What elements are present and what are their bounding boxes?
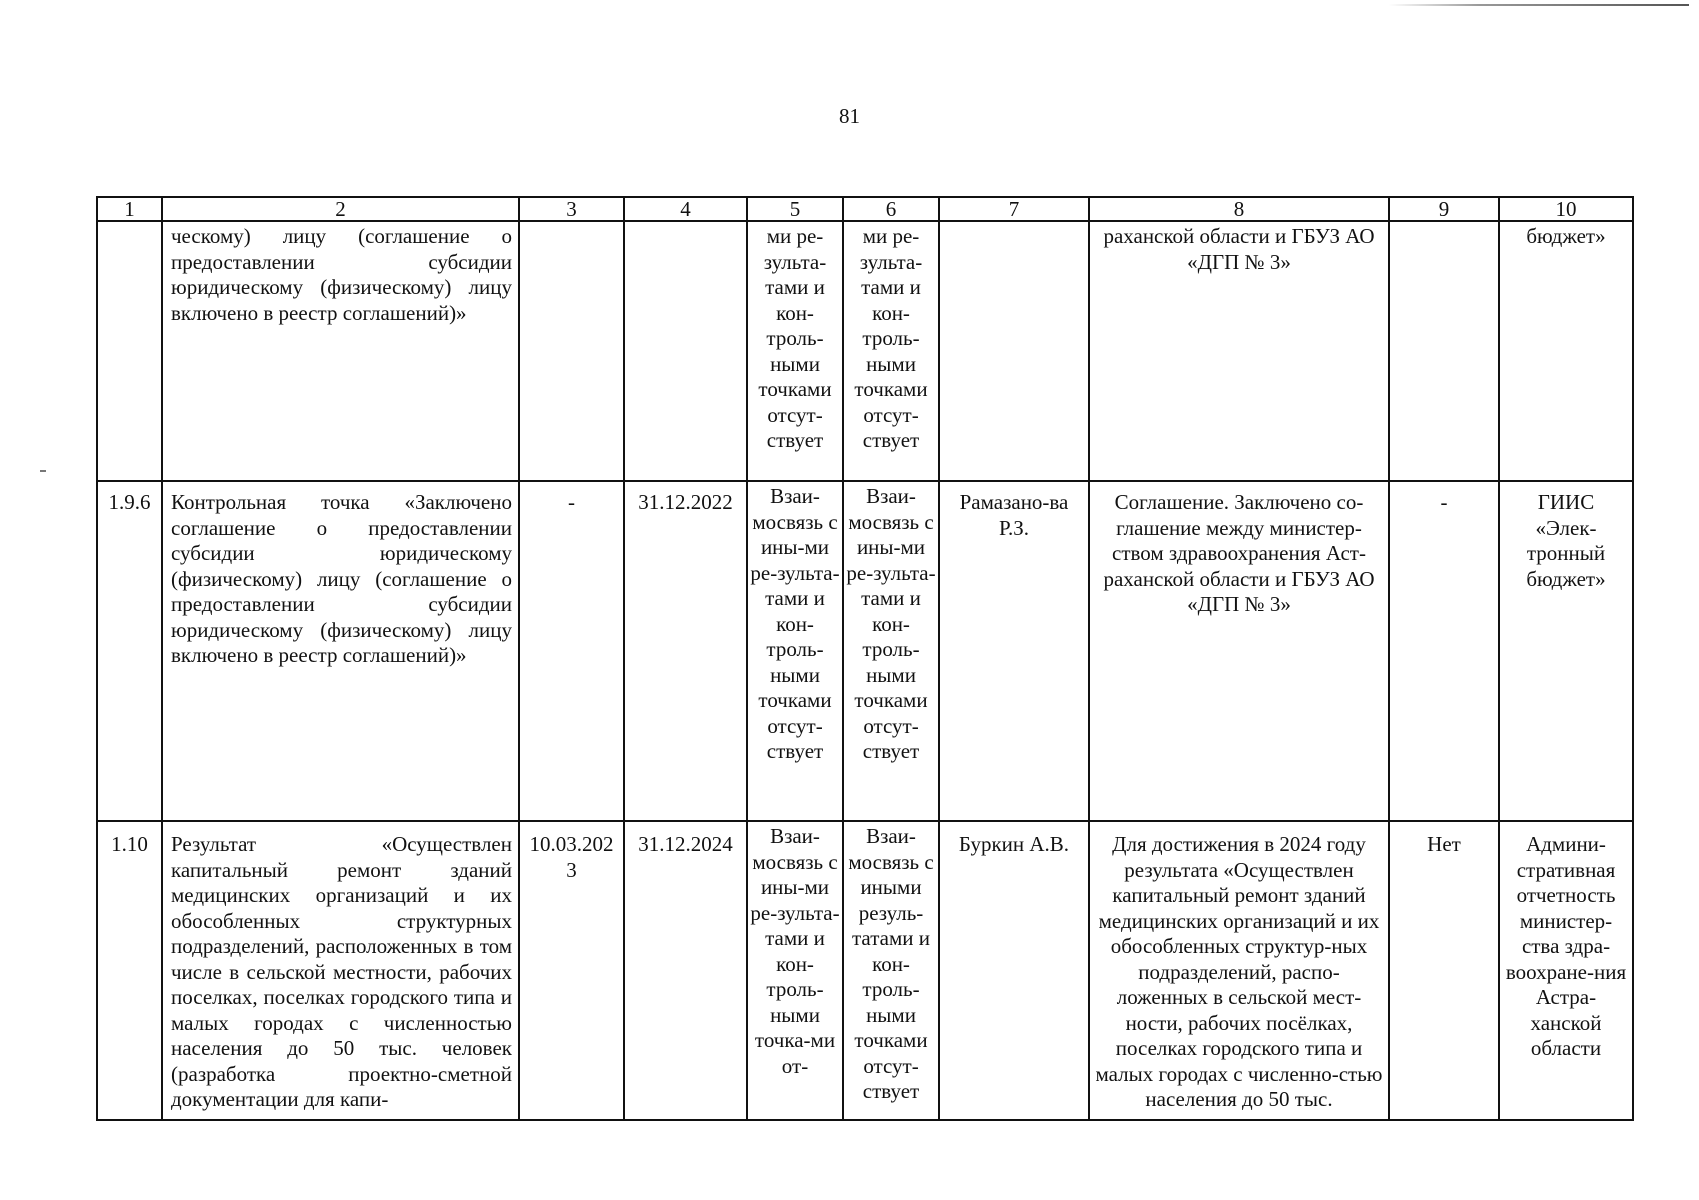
description-cell: раханской области и ГБУЗ АО «ДГП № 3»	[1089, 221, 1389, 481]
row-number-cell	[97, 221, 162, 481]
start-date-cell: 10.03.2023	[519, 821, 624, 1120]
result-name-cell: Контрольная точка «Заключено соглашение о предоставлении субсидии юридическому (физическому) лицу (соглашение о предоставлении субсидии юридическому (физическому) лицу включено в реестр соглашений)»	[162, 481, 519, 821]
column-header-8: 8	[1089, 197, 1389, 221]
column-header-2: 2	[162, 197, 519, 221]
responsible-person-cell: Рамазано-ва Р.З.	[939, 481, 1089, 821]
column-header-10: 10	[1499, 197, 1633, 221]
end-date-cell: 31.12.2024	[624, 821, 747, 1120]
row-number-cell: 1.10	[97, 821, 162, 1120]
row-number-cell: 1.9.6	[97, 481, 162, 821]
column-header-6: 6	[843, 197, 939, 221]
column-header-3: 3	[519, 197, 624, 221]
column-header-4: 4	[624, 197, 747, 221]
flag-cell	[1389, 221, 1499, 481]
successor-relation-cell: Взаи-мосвязь с ины-ми ре-зульта-тами и кон-троль-ными точками отсут-ствует	[843, 481, 939, 821]
information-source-cell: ГИИС «Элек-тронный бюджет»	[1499, 481, 1633, 821]
header-row	[97, 197, 1633, 221]
scan-edge-mark	[1389, 4, 1689, 6]
column-header-1: 1	[97, 197, 162, 221]
information-source-cell: Админи-стративная отчетность министер-ства здра-воохране-ния Астра-ханской области	[1499, 821, 1633, 1120]
start-date-cell: -	[519, 481, 624, 821]
column-header-9: 9	[1389, 197, 1499, 221]
result-name-cell: ческому) лицу (соглашение о предоставлении субсидии юридическому (физическому) лицу включено в реестр соглашений)»	[162, 221, 519, 481]
table-row	[97, 481, 1633, 821]
result-name-cell: Результат «Осуществлен капитальный ремонт зданий медицинских организаций и их обособленных структурных подразделений, расположенных в том числе в сельской местности, рабочих поселках, поселках городского типа и малых городах с численностью населения до 50 тыс. человек (разработка проектно-сметной документации для капи-	[162, 821, 519, 1120]
table-row	[97, 221, 1633, 481]
description-cell: Соглашение. Заключено со-глашение между министер-ством здравоохранения Аст-раханской области и ГБУЗ АО «ДГП № 3»	[1089, 481, 1389, 821]
scan-speck	[40, 470, 46, 472]
start-date-cell	[519, 221, 624, 481]
predecessor-relation-cell: ми ре-зульта-тами и кон-троль-ными точками отсут-ствует	[747, 221, 843, 481]
plan-table	[96, 196, 1634, 1121]
column-header-7: 7	[939, 197, 1089, 221]
successor-relation-cell: ми ре-зульта-тами и кон-троль-ными точками отсут-ствует	[843, 221, 939, 481]
flag-cell: Нет	[1389, 821, 1499, 1120]
table-row	[97, 821, 1633, 1120]
predecessor-relation-cell: Взаи-мосвязь с ины-ми ре-зульта-тами и кон-троль-ными точка-ми от-	[747, 821, 843, 1120]
description-cell: Для достижения в 2024 году результата «Осуществлен капитальный ремонт зданий медицинских организаций и их обособленных структур-ных подразделений, распо-ложенных в сельской мест-ности, рабочих посёлках, поселках городского типа и малых городах с численно-стью населения до 50 тыс.	[1089, 821, 1389, 1120]
successor-relation-cell: Взаи-мосвязь с иными резуль-татами и кон-троль-ными точками отсут-ствует	[843, 821, 939, 1120]
information-source-cell: бюджет»	[1499, 221, 1633, 481]
predecessor-relation-cell: Взаи-мосвязь с ины-ми ре-зульта-тами и кон-троль-ными точками отсут-ствует	[747, 481, 843, 821]
column-header-5: 5	[747, 197, 843, 221]
responsible-person-cell: Буркин А.В.	[939, 821, 1089, 1120]
responsible-person-cell	[939, 221, 1089, 481]
end-date-cell: 31.12.2022	[624, 481, 747, 821]
page-number: 81	[839, 104, 860, 128]
flag-cell: -	[1389, 481, 1499, 821]
end-date-cell	[624, 221, 747, 481]
